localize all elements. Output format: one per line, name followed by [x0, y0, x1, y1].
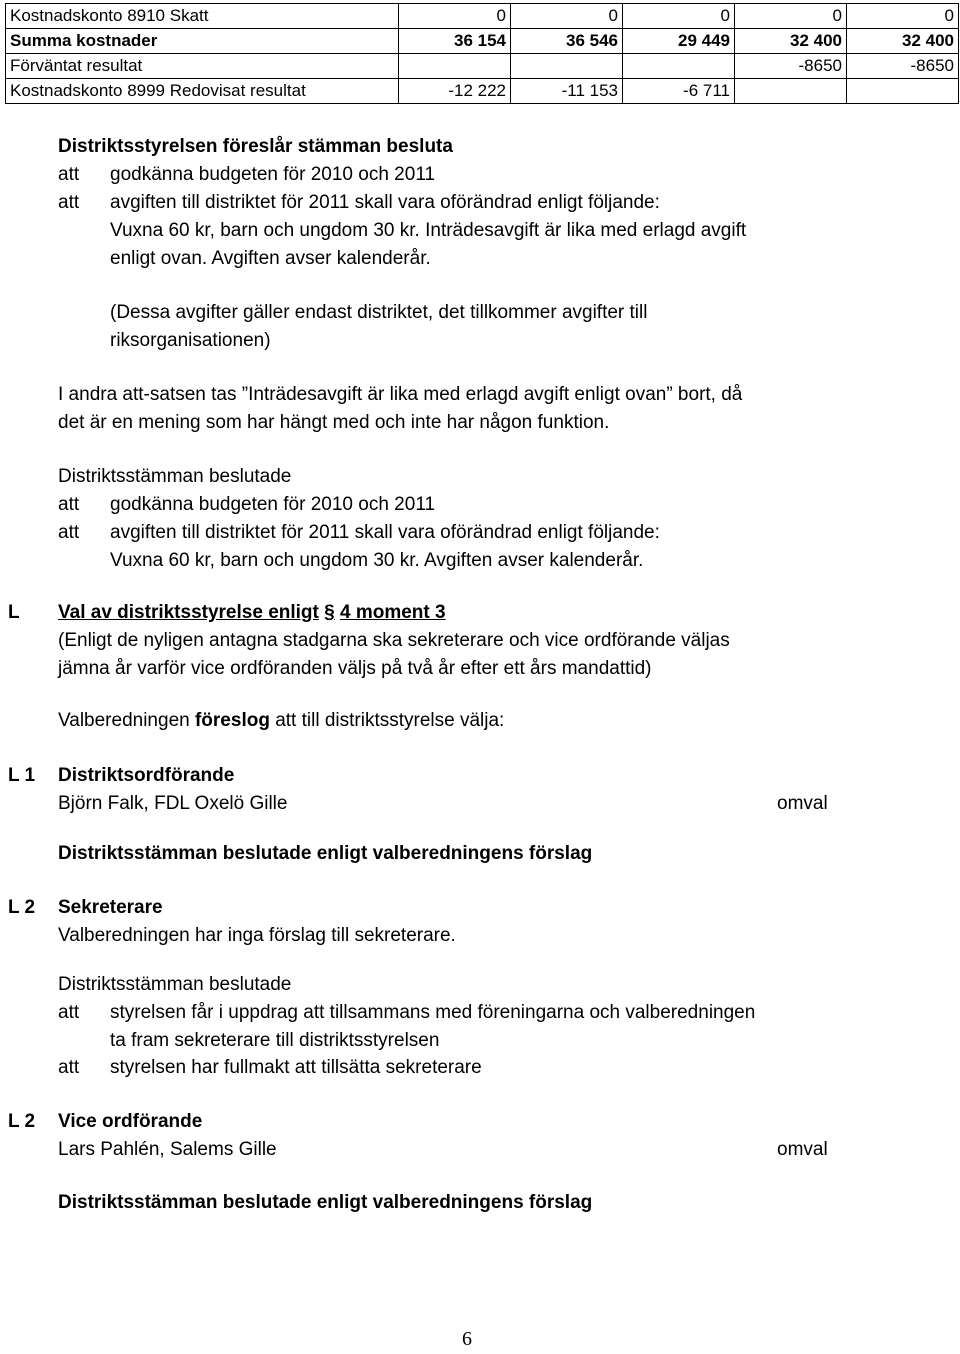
section-l-text1: (Enligt de nyligen antagna stadgarna ska sekreterare och vice ordförande väljas [58, 630, 730, 651]
budget-row-label: Kostnadskonto 8910 Skatt [6, 4, 399, 29]
l2a-att2-word: att [58, 1057, 80, 1078]
budget-cell: -12 222 [399, 79, 511, 104]
proposal-cont2: enligt ovan. Avgiften avser kalenderår. [110, 248, 431, 269]
budget-cell: 32 400 [735, 29, 847, 54]
budget-row-label: Kostnadskonto 8999 Redovisat resultat [6, 79, 399, 104]
budget-cell: 36 546 [511, 29, 623, 54]
budget-cell: -8650 [847, 54, 959, 79]
proposal-att1-word: att [58, 164, 80, 185]
l1-status: omval [777, 793, 828, 814]
section-l-title-a: Val av distriktsstyrelse enligt [58, 602, 319, 623]
decision1-att1-word: att [58, 494, 80, 515]
budget-cell [511, 54, 623, 79]
proposal-note1: (Dessa avgifter gäller endast distriktet, det tillkommer avgifter till [110, 302, 648, 323]
l2b-marker: L 2 [8, 1111, 36, 1132]
budget-row [6, 4, 959, 29]
budget-cell [399, 54, 511, 79]
l1-title: Distriktsordförande [58, 765, 235, 786]
section-l-title [58, 599, 446, 627]
budget-cell: -11 153 [511, 79, 623, 104]
budget-cell: 0 [847, 4, 959, 29]
section-symbol: § [324, 602, 335, 623]
valberedning-c: att till distriktsstyrelse välja: [269, 710, 505, 731]
budget-row [6, 79, 959, 104]
budget-cell: 29 449 [623, 29, 735, 54]
l1-decision: Distriktsstämman beslutade enligt valberedningens förslag [58, 843, 593, 864]
budget-cell: 32 400 [847, 29, 959, 54]
l2b-decision: Distriktsstämman beslutade enligt valberedningens förslag [58, 1192, 593, 1213]
budget-cell: 0 [735, 4, 847, 29]
decision1-att2-word: att [58, 522, 80, 543]
l2a-decision: Distriktsstämman beslutade [58, 974, 292, 995]
l2a-att1-word: att [58, 1002, 80, 1023]
section-l-text2: jämna år varför vice ordföranden väljs på två år efter ett års mandattid) [58, 658, 652, 679]
amendment-line1: I andra att-satsen tas ”Inträdesavgift är lika med erlagd avgift enligt ovan” bort, då [58, 384, 743, 405]
section-l-title-b: 4 moment 3 [340, 602, 446, 623]
l2a-att1-text: styrelsen får i uppdrag att tillsammans med föreningarna och valberedningen [110, 1002, 756, 1023]
valberedning-b: föreslog [194, 710, 270, 731]
budget-row-label: Förväntat resultat [6, 54, 399, 79]
budget-cell: 0 [623, 4, 735, 29]
proposal-att1-text: godkänna budgeten för 2010 och 2011 [110, 164, 436, 185]
l1-marker: L 1 [8, 765, 36, 786]
valberedning-proposal [58, 707, 504, 735]
decision1-cont: Vuxna 60 kr, barn och ungdom 30 kr. Avgiften avser kalenderår. [110, 550, 644, 571]
budget-row [6, 29, 959, 54]
budget-cell [623, 54, 735, 79]
proposal-att2-text: avgiften till distriktet för 2011 skall vara oförändrad enligt följande: [110, 192, 660, 213]
l2b-status: omval [777, 1139, 828, 1160]
budget-cell: -6 711 [623, 79, 735, 104]
amendment-line2: det är en mening som har hängt med och inte har någon funktion. [58, 412, 610, 433]
decision1-att2-text: avgiften till distriktet för 2011 skall vara oförändrad enligt följande: [110, 522, 660, 543]
budget-table-body [6, 4, 959, 104]
budget-cell: 36 154 [399, 29, 511, 54]
budget-cell [735, 79, 847, 104]
proposal-heading: Distriktsstyrelsen föreslår stämman besluta [58, 136, 453, 157]
budget-cell [847, 79, 959, 104]
l2a-text: Valberedningen har inga förslag till sekreterare. [58, 925, 456, 946]
proposal-att2-word: att [58, 192, 80, 213]
proposal-note2: riksorganisationen) [110, 330, 271, 351]
budget-row-label: Summa kostnader [6, 29, 399, 54]
l2a-att1-cont: ta fram sekreterare till distriktsstyrelsen [110, 1030, 440, 1051]
valberedning-a: Valberedningen [58, 710, 195, 731]
l1-person: Björn Falk, FDL Oxelö Gille [58, 793, 288, 814]
page-number: 6 [462, 1328, 472, 1350]
proposal-cont1: Vuxna 60 kr, barn och ungdom 30 kr. Inträdesavgift är lika med erlagd avgift [110, 220, 747, 241]
l2b-title: Vice ordförande [58, 1111, 203, 1132]
l2a-marker: L 2 [8, 897, 36, 918]
section-l-marker: L [8, 602, 20, 623]
l2a-title: Sekreterare [58, 897, 163, 918]
l2b-person: Lars Pahlén, Salems Gille [58, 1139, 277, 1160]
l2a-att2-text: styrelsen har fullmakt att tillsätta sekreterare [110, 1057, 482, 1078]
decision1-heading: Distriktsstämman beslutade [58, 466, 292, 487]
budget-cell: -8650 [735, 54, 847, 79]
budget-row [6, 54, 959, 79]
budget-cell: 0 [399, 4, 511, 29]
budget-table [5, 3, 959, 104]
decision1-att1-text: godkänna budgeten för 2010 och 2011 [110, 494, 436, 515]
budget-cell: 0 [511, 4, 623, 29]
